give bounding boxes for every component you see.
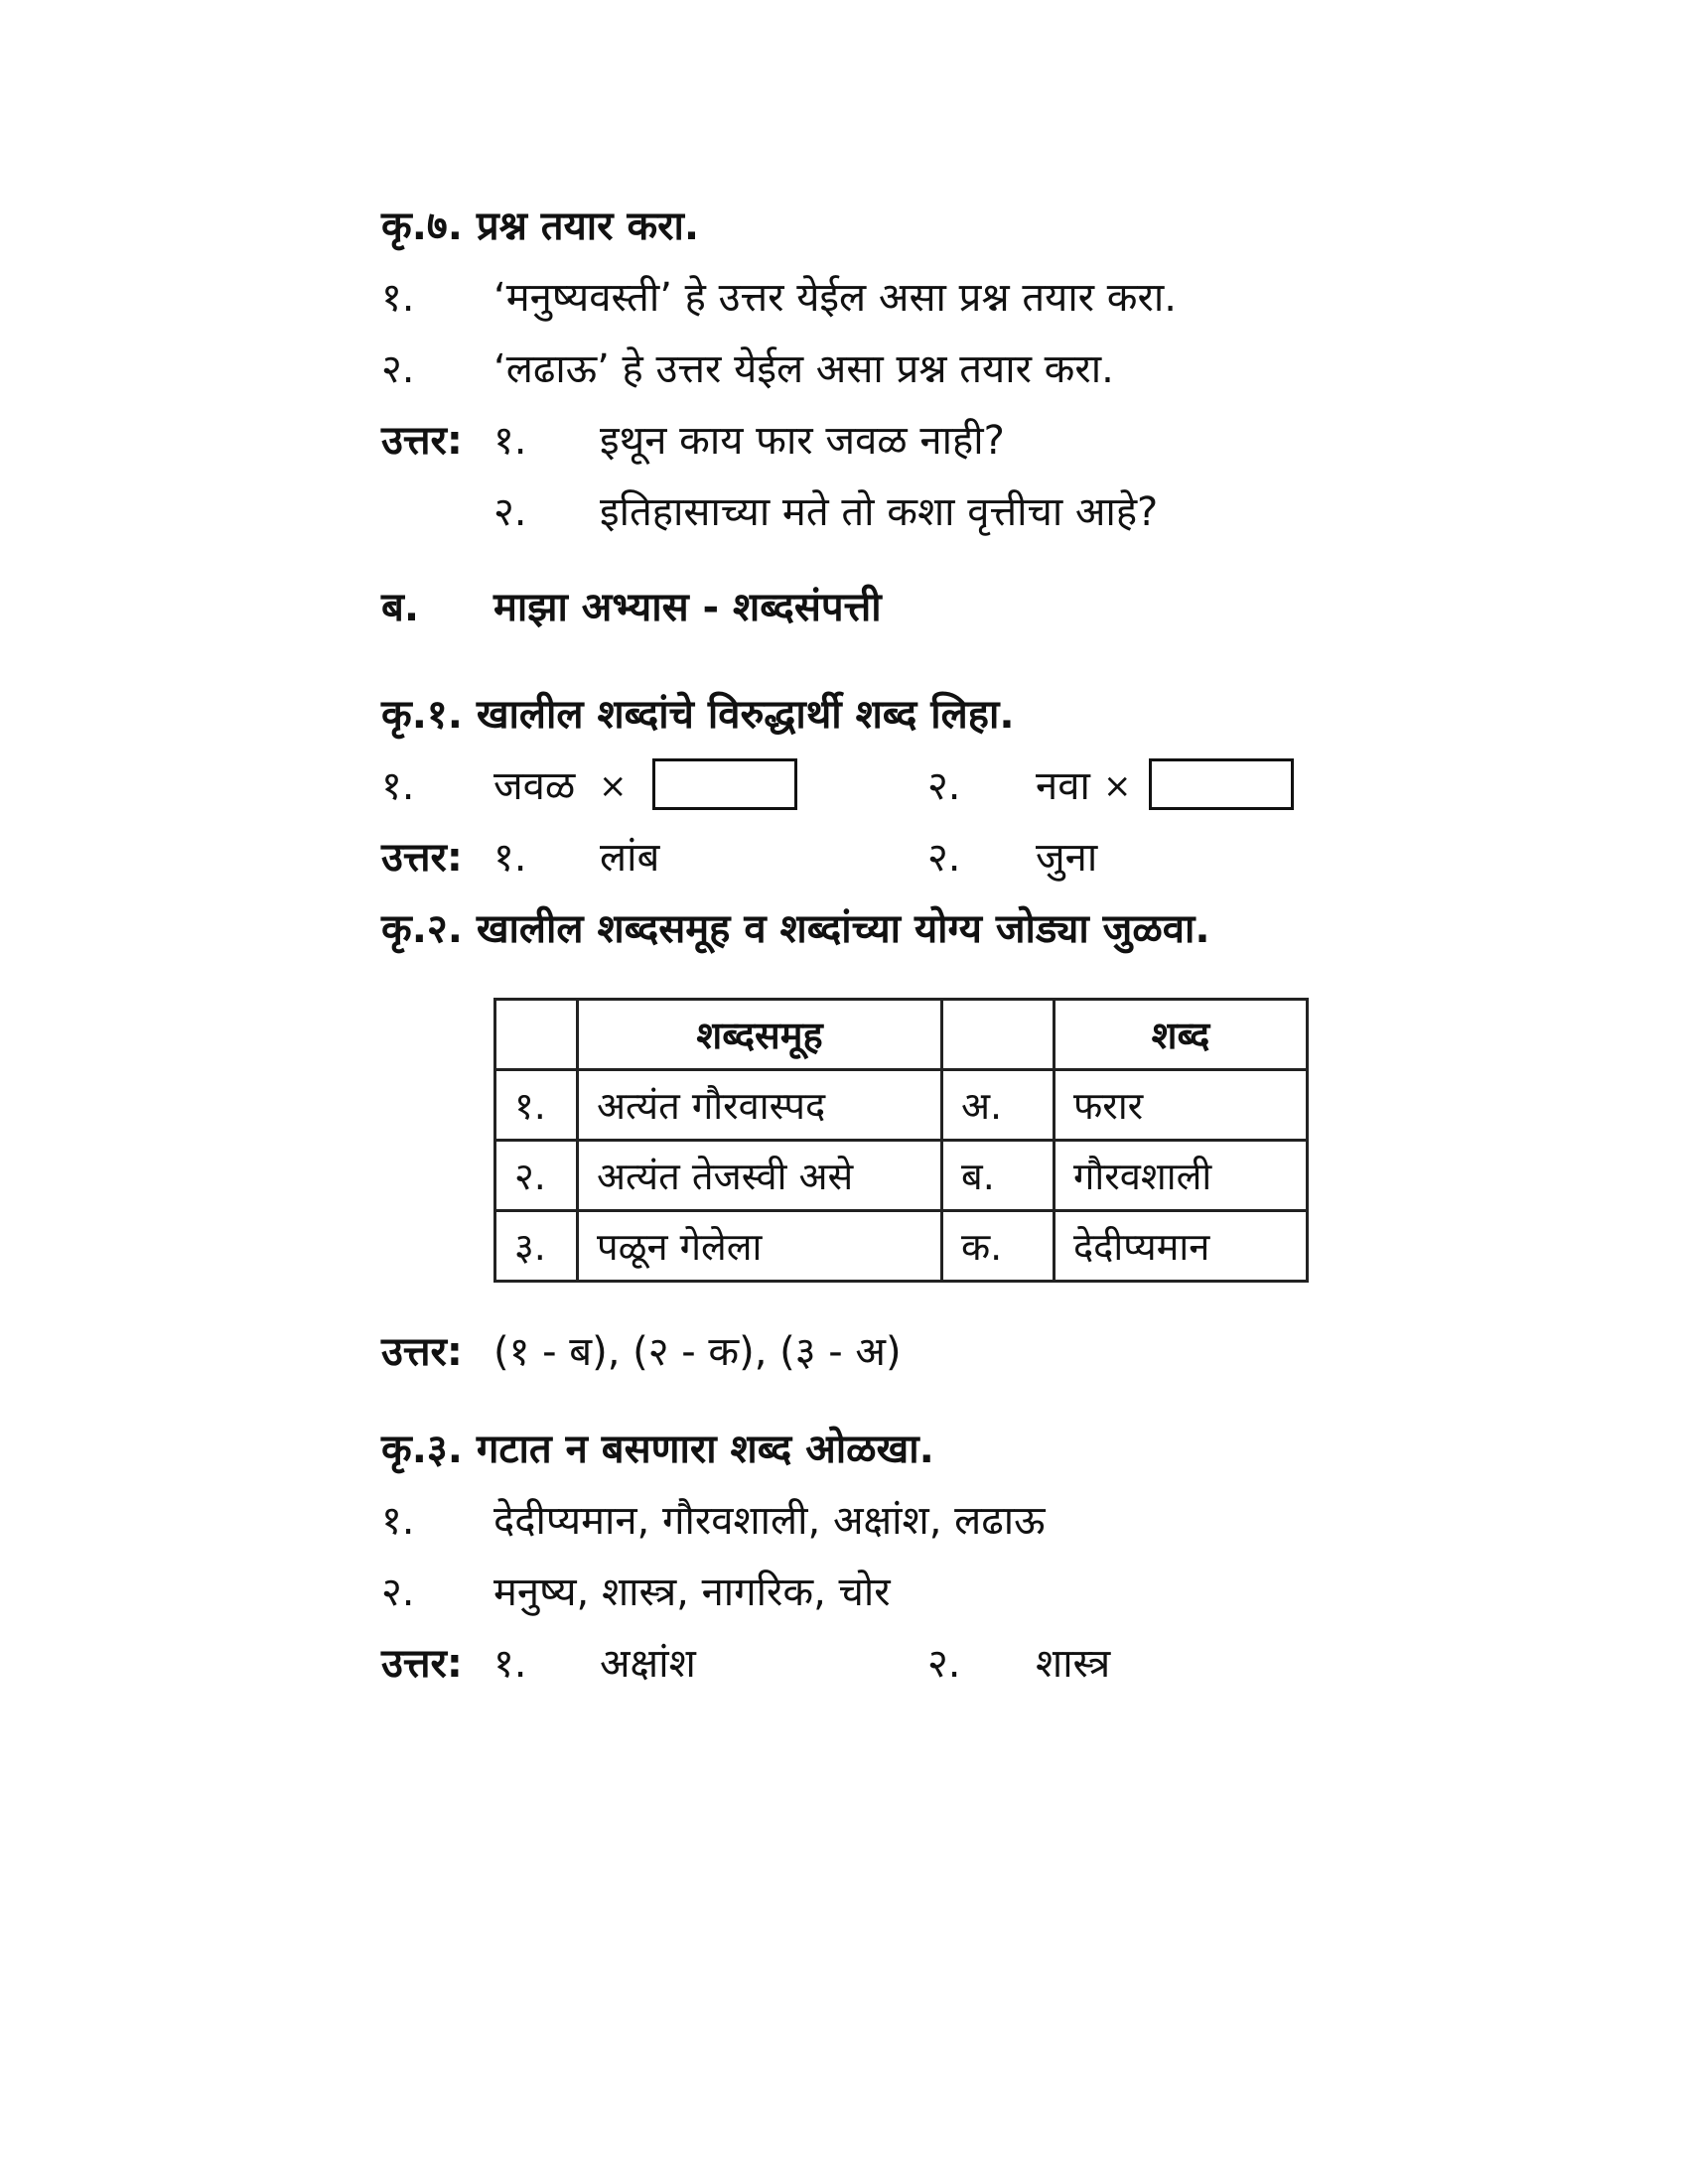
table-header-cell [942, 1000, 1055, 1070]
table-row [495, 1141, 1308, 1211]
table-cell: ब. [942, 1141, 1055, 1211]
table-header-cell: शब्द [1055, 1000, 1308, 1070]
q1-item-1-word: जवळ [493, 763, 576, 809]
matching-table [493, 998, 1309, 1283]
q2-answer-text: (१ - ब), (२ - क), (३ - अ) [493, 1329, 902, 1375]
q3-heading: कृ.३. गटात न बसणारा शब्द ओळखा. [381, 1427, 934, 1472]
table-row [495, 1070, 1308, 1141]
q7-item-1-text: ‘मनुष्यवस्ती’ हे उत्तर येईल असा प्रश्न तयार करा. [493, 275, 1177, 321]
table-cell: ३. [495, 1211, 578, 1282]
table-header-row [495, 1000, 1308, 1070]
q1-item-1-answer-box [652, 758, 797, 810]
q1-item-1-number: १. [381, 763, 415, 809]
q2-answer-label: उत्तर: [381, 1329, 463, 1375]
q1-answer-1-number: १. [493, 835, 527, 881]
q7-heading: कृ.७. प्रश्न तयार करा. [381, 204, 700, 249]
q1-item-2-sign: × [1103, 766, 1132, 806]
q3-answer-2-number: २. [927, 1641, 961, 1687]
q3-answer-1-text: अक्षांश [600, 1641, 696, 1687]
q3-answer-1-number: १. [493, 1641, 527, 1687]
q3-answer-label: उत्तर: [381, 1641, 463, 1687]
table-cell: पळून गेलेला [578, 1211, 942, 1282]
table-header-cell: शब्दसमूह [578, 1000, 942, 1070]
table-cell: १. [495, 1070, 578, 1141]
table-header-cell [495, 1000, 578, 1070]
q3-answer-2-text: शास्त्र [1036, 1641, 1111, 1687]
table-cell: गौरवशाली [1055, 1141, 1308, 1211]
q3-item-1-number: १. [381, 1498, 415, 1544]
section-b-title: माझा अभ्यास - शब्दसंपत्ती [493, 585, 882, 630]
table-cell: क. [942, 1211, 1055, 1282]
q1-answer-1-text: लांब [600, 835, 660, 881]
table-cell: २. [495, 1141, 578, 1211]
q7-item-2-text: ‘लढाऊ’ हे उत्तर येईल असा प्रश्न तयार करा. [493, 346, 1114, 392]
q3-item-2-number: २. [381, 1570, 415, 1615]
table-cell: देदीप्यमान [1055, 1211, 1308, 1282]
q1-answer-2-number: २. [927, 835, 961, 881]
q1-item-1-sign: × [599, 766, 628, 806]
q7-item-1-number: १. [381, 275, 415, 321]
table-cell: अत्यंत गौरवास्पद [578, 1070, 942, 1141]
q3-item-2-text: मनुष्य, शास्त्र, नागरिक, चोर [493, 1570, 891, 1615]
q7-answer-label: उत्तर: [381, 418, 463, 464]
section-b-letter: ब. [381, 585, 420, 630]
q7-item-2-number: २. [381, 346, 415, 392]
table-cell: अत्यंत तेजस्वी असे [578, 1141, 942, 1211]
q1-item-2-number: २. [927, 763, 961, 809]
q1-answer-label: उत्तर: [381, 835, 463, 881]
q1-answer-2-text: जुना [1036, 835, 1098, 881]
q2-heading: कृ.२. खालील शब्दसमूह व शब्दांच्या योग्य जोड्या जुळवा. [381, 906, 1210, 952]
q1-item-2-answer-box [1149, 758, 1294, 810]
table-cell: अ. [942, 1070, 1055, 1141]
q1-item-2-word: नवा [1036, 763, 1090, 809]
q7-answer-2-number: २. [493, 489, 527, 535]
q7-answer-2-text: इतिहासाच्या मते तो कशा वृत्तीचा आहे? [600, 489, 1159, 535]
q3-item-1-text: देदीप्यमान, गौरवशाली, अक्षांश, लढाऊ [493, 1498, 1046, 1544]
table-row [495, 1211, 1308, 1282]
table-cell: फरार [1055, 1070, 1308, 1141]
q7-answer-1-number: १. [493, 418, 527, 464]
q7-answer-1-text: इथून काय फार जवळ नाही? [600, 418, 1005, 464]
q1-heading: कृ.१. खालील शब्दांचे विरुद्धार्थी शब्द लिहा. [381, 692, 1015, 738]
